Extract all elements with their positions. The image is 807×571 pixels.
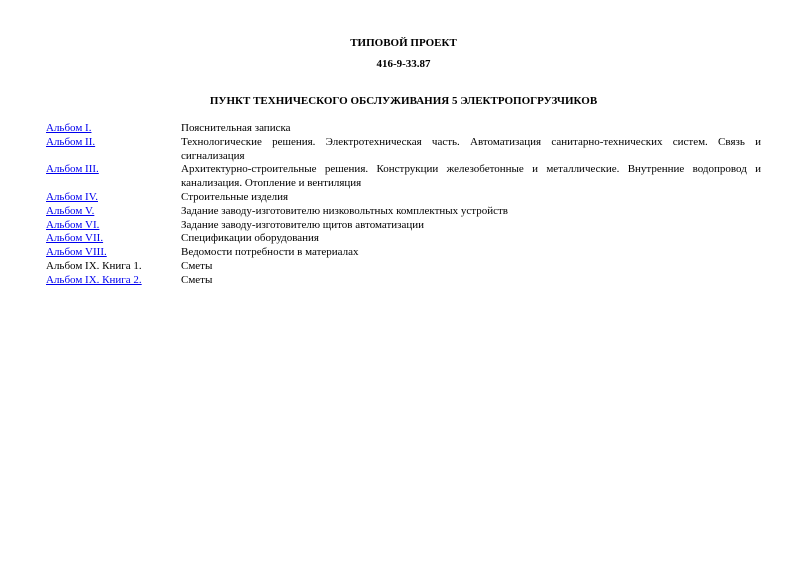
album-row bbox=[46, 219, 761, 233]
album-8-description: Ведомости потребности в материалах bbox=[181, 246, 359, 259]
album-row bbox=[46, 163, 761, 191]
album-1-description: Пояснительная записка bbox=[181, 122, 291, 134]
album-row bbox=[46, 232, 761, 246]
album-6-link[interactable]: Альбом VI. bbox=[46, 218, 100, 231]
album-row bbox=[46, 136, 761, 164]
album-8-link[interactable]: Альбом VIII. bbox=[46, 246, 107, 259]
album-row bbox=[46, 260, 761, 274]
document-title: ТИПОВОЙ ПРОЕКТ bbox=[350, 37, 457, 49]
album-5-link[interactable]: Альбом V. bbox=[46, 204, 95, 217]
album-3-description: Архитектурно-строительные решения. Конструкции железобетонные и металлические. Внутренние водопровод и канализация. Отопление и вентиляция bbox=[181, 163, 761, 190]
album-7-link[interactable]: Альбом VII. bbox=[46, 232, 104, 245]
album-4-description: Строительные изделия bbox=[181, 190, 289, 203]
album-row bbox=[46, 205, 761, 219]
album-7-description: Спецификации оборудования bbox=[181, 232, 319, 245]
album-2-description: Технологические решения. Электротехническая часть. Автоматизация санитарно-технических систем. Связь и сигнализация bbox=[181, 135, 761, 162]
album-row bbox=[46, 191, 761, 205]
album-9-book-1-label: Альбом IX. Книга 1. bbox=[46, 259, 142, 272]
album-9-book-1-description: Сметы bbox=[181, 259, 213, 272]
album-5-description: Задание заводу-изготовителю низковольтных комплектных устройств bbox=[181, 204, 509, 217]
album-row bbox=[46, 246, 761, 260]
album-9-book-2-link[interactable]: Альбом IX. Книга 2. bbox=[46, 273, 142, 286]
album-3-link[interactable]: Альбом III. bbox=[46, 163, 99, 176]
album-4-link[interactable]: Альбом IV. bbox=[46, 190, 98, 203]
album-9-book-2-description: Сметы bbox=[181, 273, 213, 286]
project-subtitle: ПУНКТ ТЕХНИЧЕСКОГО ОБСЛУЖИВАНИЯ 5 ЭЛЕКТРОПОГРУЗЧИКОВ bbox=[209, 95, 598, 107]
project-code: 416-9-33.87 bbox=[376, 58, 431, 70]
album-list bbox=[46, 122, 761, 288]
album-1-link[interactable]: Альбом I. bbox=[46, 122, 92, 134]
album-6-description: Задание заводу-изготовителю щитов автоматизации bbox=[181, 218, 425, 231]
album-2-link[interactable]: Альбом II. bbox=[46, 135, 96, 148]
album-row bbox=[46, 274, 761, 288]
album-row bbox=[46, 122, 761, 136]
